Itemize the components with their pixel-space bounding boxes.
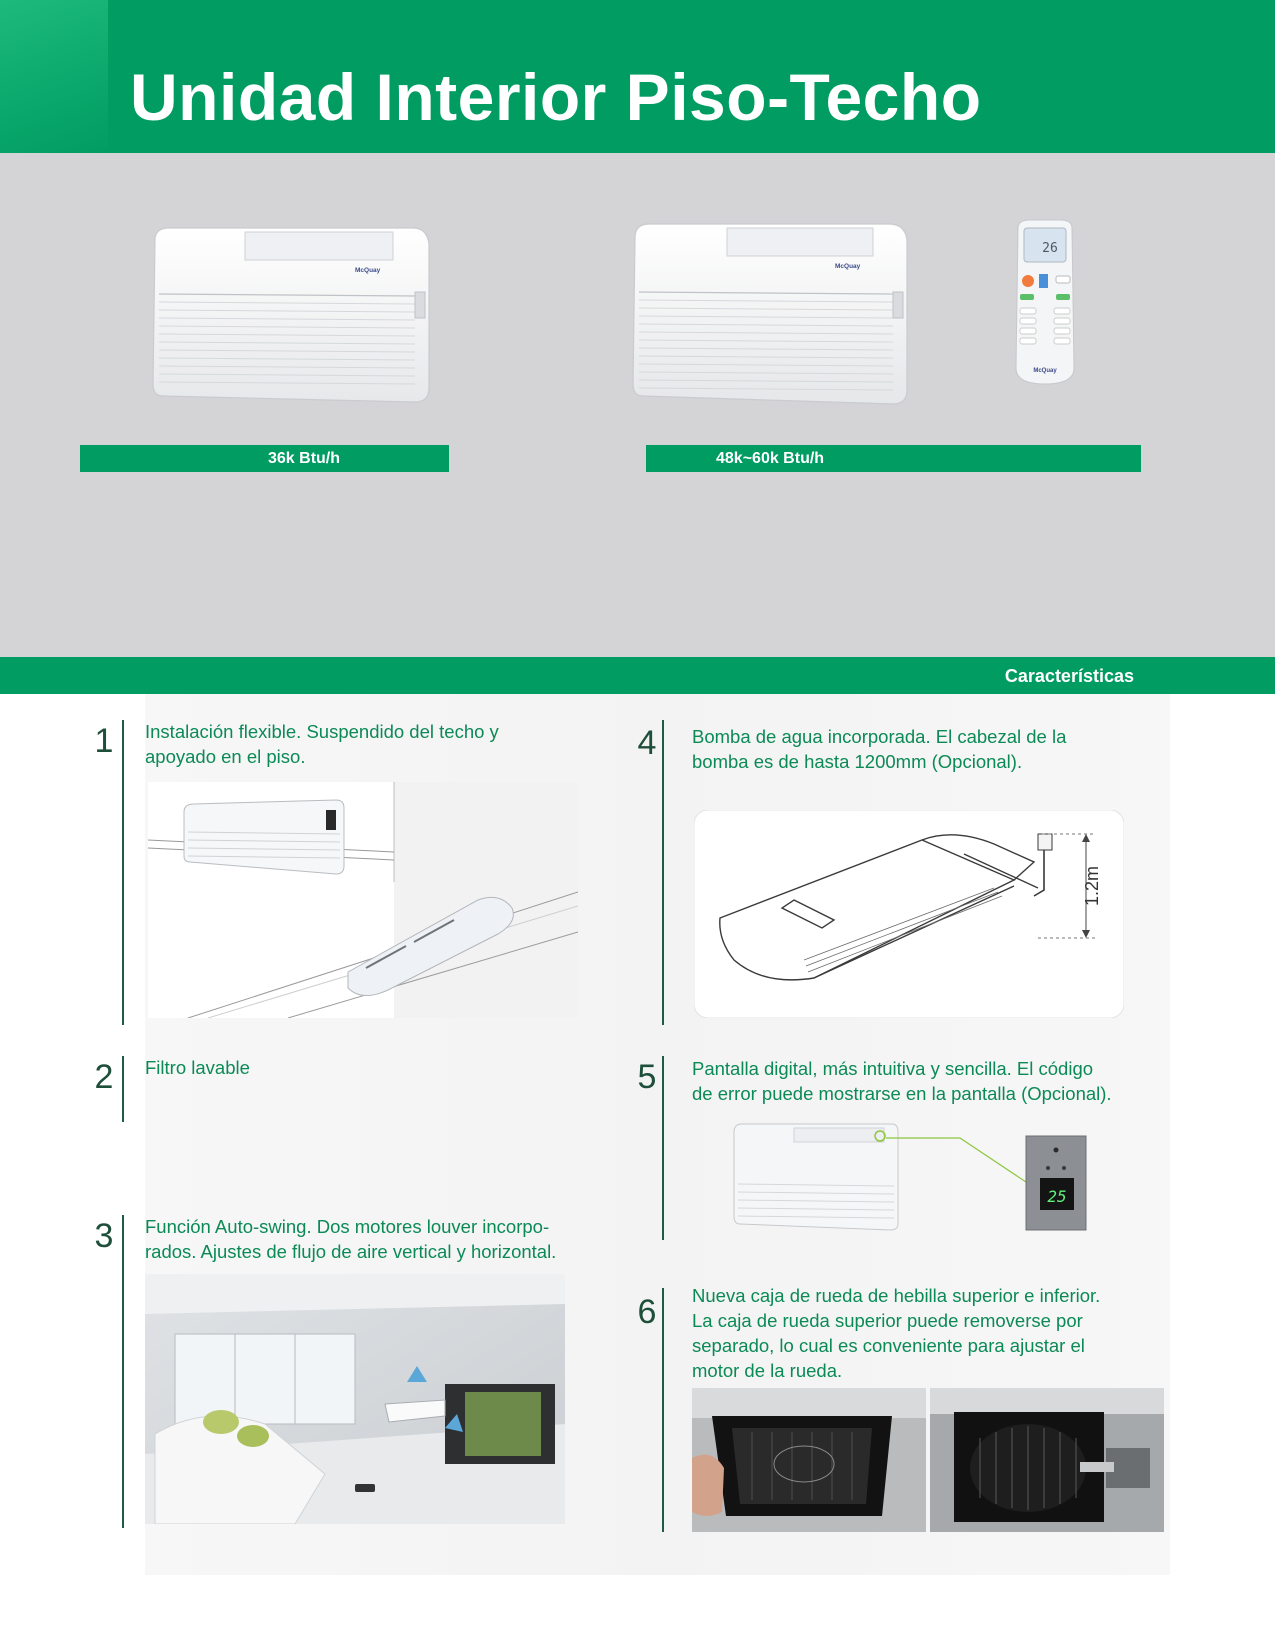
feature-1-installation-image <box>148 782 578 1018</box>
remote-control-image <box>1012 218 1078 386</box>
feature-1-number: 1 <box>94 722 114 760</box>
feature-1-line-1: Instalación flexible. Suspendido del techo y <box>145 721 499 742</box>
feature-6-number: 6 <box>637 1293 657 1331</box>
feature-4-pump-diagram <box>694 810 1124 1018</box>
feature-5-text <box>692 1056 1112 1106</box>
feature-3-number: 3 <box>94 1217 114 1255</box>
feature-5-rule <box>662 1056 664 1240</box>
feature-3-line-2: rados. Ajustes de flujo de aire vertical y horizontal. <box>145 1241 557 1262</box>
feature-2-rule <box>122 1056 124 1122</box>
feature-1-text <box>145 719 499 769</box>
remote-display-value: 26 <box>1042 241 1058 256</box>
feature-3-room-image <box>145 1274 565 1524</box>
unit-36k-image <box>145 222 435 410</box>
model-label-36k: 36k Btu/h <box>268 450 341 467</box>
feature-6-line-4: motor de la rueda. <box>692 1360 843 1381</box>
feature-4-height-label: 1.2m <box>1082 865 1102 907</box>
feature-5-line-2: de error puede mostrarse en la pantalla (Opcional). <box>692 1083 1112 1104</box>
feature-2-number: 2 <box>94 1058 114 1096</box>
feature-1-line-2: apoyado en el piso. <box>145 746 306 767</box>
model-label-48k: 48k~60k Btu/h <box>716 450 825 467</box>
feature-6-line-3: separado, lo cual es conveniente para ajustar el <box>692 1335 1085 1356</box>
feature-5-display-value: 25 <box>1047 1187 1067 1206</box>
unit-48k-brand: McQuay <box>835 263 861 270</box>
unit-48k-image <box>625 218 911 410</box>
feature-1-rule <box>122 720 124 1025</box>
feature-6-line-1: Nueva caja de rueda de hebilla superior e inferior. <box>692 1285 1101 1306</box>
feature-5-line-1: Pantalla digital, más intuitiva y sencilla. El código <box>692 1058 1094 1079</box>
feature-4-line-2: bomba es de hasta 1200mm (Opcional). <box>692 751 1023 772</box>
features-title: Características <box>1004 666 1134 686</box>
unit-36k-brand: McQuay <box>355 267 381 274</box>
page-title: Unidad Interior Piso-Techo <box>130 60 982 134</box>
feature-4-text <box>692 724 1066 774</box>
feature-5-number: 5 <box>637 1058 657 1096</box>
feature-4-number: 4 <box>637 724 657 762</box>
header-accent-block <box>0 0 108 153</box>
feature-2-text: Filtro lavable <box>145 1057 250 1078</box>
feature-4-line-1: Bomba de agua incorporada. El cabezal de la <box>692 726 1067 747</box>
feature-3-rule <box>122 1215 124 1528</box>
feature-6-text <box>692 1283 1100 1383</box>
feature-6-rule <box>662 1288 664 1532</box>
model-bar-36k <box>80 445 449 472</box>
feature-3-line-1: Función Auto-swing. Dos motores louver incorpo- <box>145 1216 550 1237</box>
remote-brand: McQuay <box>1033 368 1057 374</box>
model-bar-48k <box>646 445 1141 472</box>
feature-5-display-image <box>728 1120 1100 1232</box>
feature-6-wheel-photo-left <box>692 1388 926 1532</box>
feature-6-wheel-photo-right <box>930 1388 1164 1532</box>
feature-6-line-2: La caja de rueda superior puede removerse por <box>692 1310 1083 1331</box>
feature-4-rule <box>662 720 664 1025</box>
feature-3-text <box>145 1214 556 1264</box>
